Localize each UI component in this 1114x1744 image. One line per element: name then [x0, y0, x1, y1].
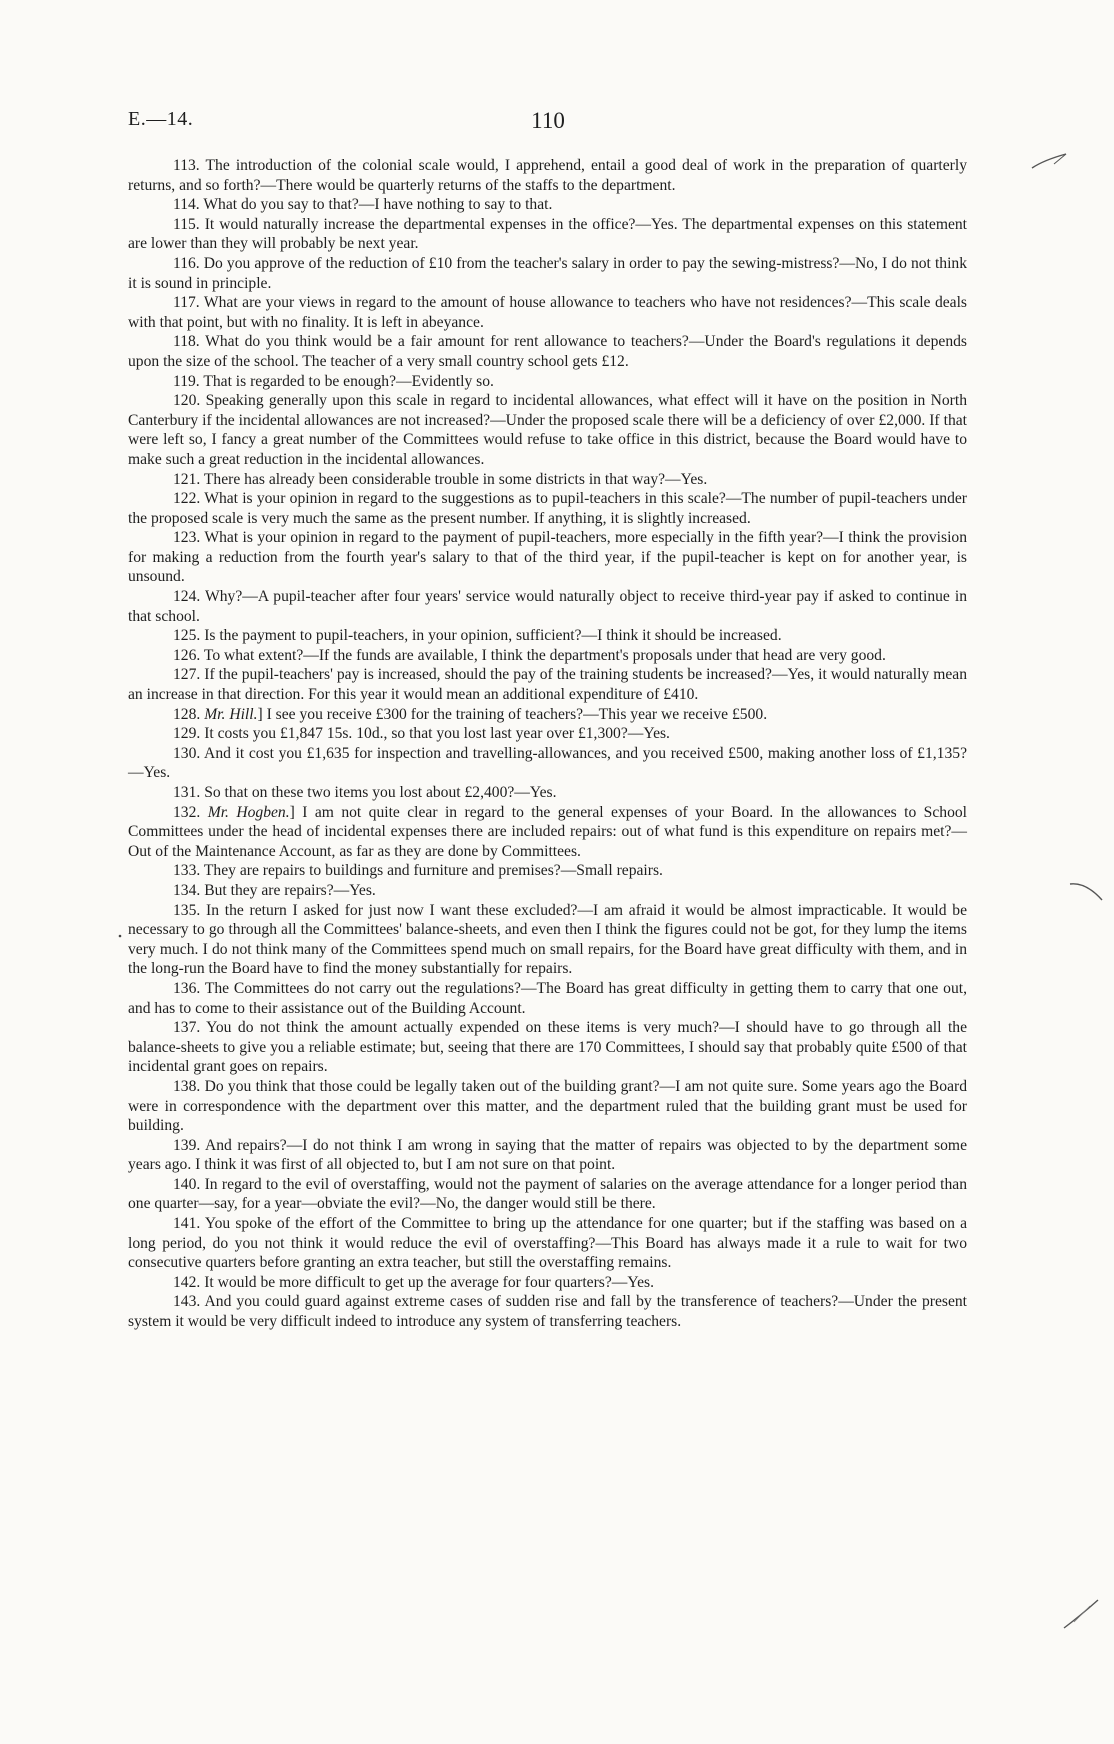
testimony-paragraph: [128, 803, 967, 862]
testimony-paragraph: 116. Do you approve of the reduction of £10 from the teacher's salary in order to pay the sewing-mistress?—No, I do not think it is sound in principle.: [128, 254, 967, 292]
page-body: [128, 156, 967, 1332]
margin-mark-1: [1030, 150, 1070, 176]
testimony-paragraph: 124. Why?—A pupil-teacher after four years' service would naturally object to receive third-year pay if asked to continue in that school.: [128, 588, 967, 625]
testimony-paragraph: 114. What do you say to that?—I have nothing to say to that.: [173, 196, 553, 214]
testimony-paragraph: 126. To what extent?—If the funds are available, I think the department's proposals under that head are very good.: [173, 646, 886, 664]
testimony-paragraph: 136. The Committees do not carry out the regulations?—The Board has great difficulty in getting them to carry that one out, and has to come to their assistance out of the Building Account.: [128, 979, 967, 1017]
margin-tick: [116, 932, 124, 940]
question-text: ] I see you receive £300 for the training of teachers?—This year we receive £500.: [257, 705, 768, 723]
page-header: [128, 108, 968, 136]
testimony-paragraph: 129. It costs you £1,847 15s. 10d., so that you lost last year over £1,300?—Yes.: [173, 725, 670, 743]
testimony-paragraph: 138. Do you think that those could be legally taken out of the building grant?—I am not quite sure. Some years ago the Board were in correspondence with the department over this matter, and the department ruled that the building grant must be used for building.: [128, 1077, 967, 1135]
testimony-paragraph: 143. And you could guard against extreme cases of sudden rise and fall by the transference of teachers?—Under the present system it would be very difficult indeed to introduce any system of transferring teachers.: [128, 1293, 967, 1331]
testimony-paragraph: 142. It would be more difficult to get up the average for four quarters?—Yes.: [173, 1273, 654, 1291]
question-number: 128.: [173, 705, 205, 723]
question-number: 132.: [173, 803, 208, 821]
testimony-paragraph: 130. And it cost you £1,635 for inspection and travelling-allowances, and you received £500, making another loss of £1,135?—Yes.: [128, 744, 967, 782]
testimony-paragraph: 115. It would naturally increase the departmental expenses in the office?—Yes. The departmental expenses on this statement are lower than they will probably be next year.: [128, 215, 967, 253]
speaker-name: Mr. Hill.: [204, 705, 258, 723]
testimony-paragraph: 135. In the return I asked for just now I want these excluded?—I am afraid it would be almost impracticable. It would be necessary to go through all the Committees' balance-sheets, and even then I think the figures could not be got, for they lump the items very much. I do not think many of the Committees spend much on small repairs, for the Board have great difficulty with them, and in the long-run the Board have to find the money substantially for repairs.: [128, 901, 967, 978]
margin-mark-2: [1068, 878, 1108, 906]
margin-mark-3: [1060, 1594, 1102, 1634]
testimony-paragraph: 117. What are your views in regard to the amount of house allowance to teachers who have not residences?—This scale deals with that point, but with no finality. It is left in abeyance.: [128, 294, 967, 331]
page-number: 110: [531, 108, 565, 133]
testimony-paragraph: 141. You spoke of the effort of the Committee to bring up the attendance for one quarter; but if the staffing was based on a long period, do you not think it would reduce the evil of overstaffing?—This Board has always made it a rule to wait for two consecutive quarters before granting an extra teacher, but still the overstaffing remains.: [128, 1215, 967, 1272]
testimony-paragraph: 113. The introduction of the colonial scale would, I apprehend, entail a good deal of work in the preparation of quarterly returns, and so forth?—There would be quarterly returns of the staffs to the department.: [128, 157, 967, 194]
testimony-paragraph: 120. Speaking generally upon this scale in regard to incidental allowances, what effect will it have on the position in North Canterbury if the incidental allowances are not increased?—Under the proposed scale there will be a deficiency of over £2,000. If that were left so, I fancy a great number of the Committees would refuse to take office in this district, because the Board would have to make such a great reduction in the incidental allowances.: [128, 392, 967, 468]
testimony-paragraph: 123. What is your opinion in regard to the payment of pupil-teachers, more especially in the fifth year?—I think the provision for making a reduction from the fourth year's salary to that of the third year, if the pupil-teacher is kept on for another year, is unsound.: [128, 529, 967, 586]
testimony-paragraph: 121. There has already been considerable trouble in some districts in that way?—Yes.: [173, 470, 708, 488]
document-reference: E.—14.: [128, 108, 194, 130]
testimony-paragraph: 139. And repairs?—I do not think I am wrong in saying that the matter of repairs was objected to by the department some years ago. I think it was first of all objected to, but I am not sure on that point.: [128, 1136, 967, 1174]
testimony-paragraph: 137. You do not think the amount actually expended on these items is very much?—I should have to go through all the balance-sheets to give you a reliable estimate; but, seeing that there are 170 Committees, I should say that probably quite £500 of that incidental grant goes on repairs.: [128, 1019, 967, 1076]
testimony-paragraph: 119. That is regarded to be enough?—Evidently so.: [173, 372, 494, 390]
testimony-paragraph: 131. So that on these two items you lost about £2,400?—Yes.: [173, 784, 557, 801]
speaker-name: Mr. Hogben.: [207, 803, 290, 821]
testimony-paragraph: 140. In regard to the evil of overstaffing, would not the payment of salaries on the average attendance for a longer period than one quarter—say, for a year—obviate the evil?—No, the danger would still be there.: [128, 1175, 967, 1213]
testimony-paragraph: 127. If the pupil-teachers' pay is increased, should the pay of the training students be increased?—Yes, it would naturally mean an increase in that direction. For this year it would mean an additional expenditure of £410.: [128, 666, 967, 704]
testimony-paragraph: 125. Is the payment to pupil-teachers, in your opinion, sufficient?—I think it should be increased.: [173, 627, 782, 645]
question-text: ] I am not quite clear in regard to the general expenses of your Board. In the allowances to School Committees under the head of incidental expenses there are included repairs: out of what fund is this expenditure on repairs met?—Out of the Maintenance Account, as far as they are done by Committees.: [128, 803, 967, 860]
testimony-paragraph: 122. What is your opinion in regard to the suggestions as to pupil-teachers in this scale?—The number of pupil-teachers under the proposed scale is very much the same as the present number. If anything, it is slightly increased.: [128, 490, 967, 527]
testimony-paragraph: 134. But they are repairs?—Yes.: [173, 881, 376, 899]
testimony-paragraph: 118. What do you think would be a fair amount for rent allowance to teachers?—Under the Board's regulations it depends upon the size of the school. The teacher of a very small country school gets £12.: [128, 333, 967, 370]
testimony-paragraph: [128, 705, 967, 725]
testimony-paragraph: 133. They are repairs to buildings and furniture and premises?—Small repairs.: [173, 862, 663, 880]
